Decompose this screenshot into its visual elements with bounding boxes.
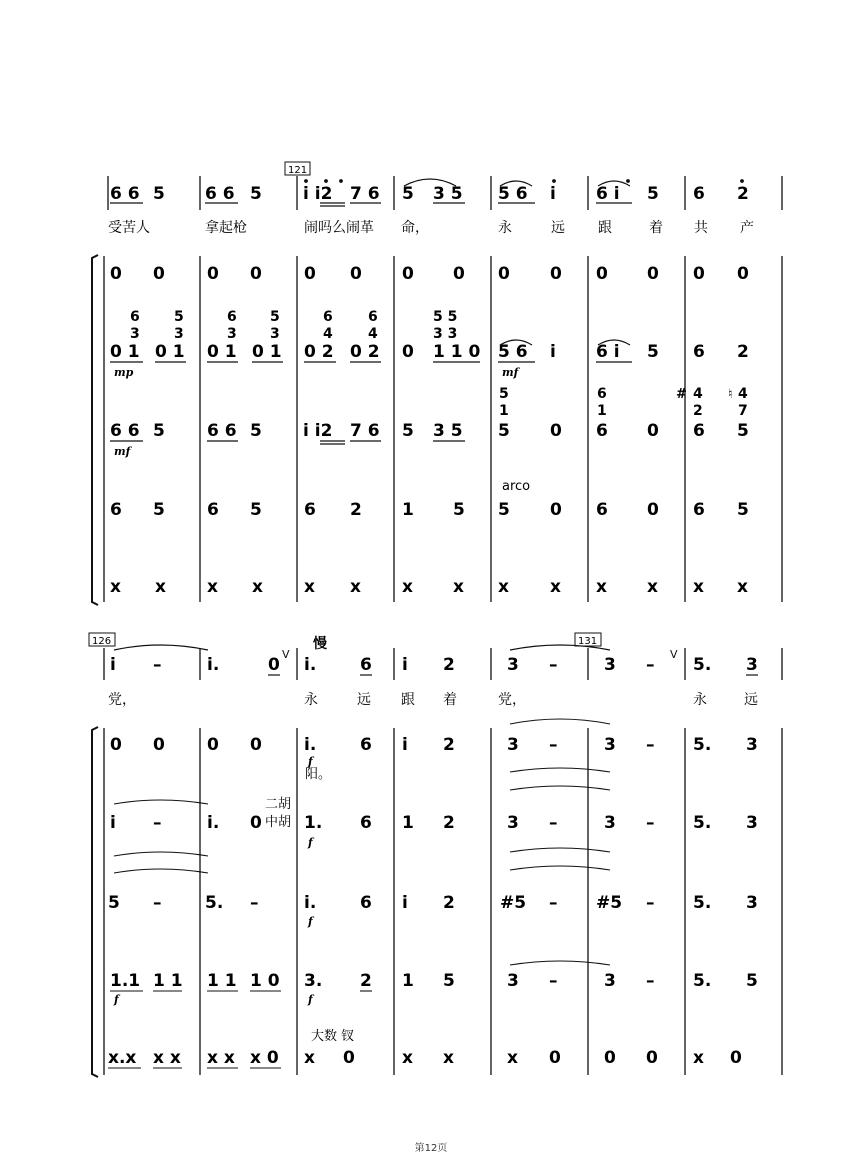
svg-text:x: x (498, 577, 509, 597)
svg-text:mf: mf (502, 366, 519, 379)
svg-text:f: f (308, 755, 313, 768)
svg-text:3: 3 (604, 971, 616, 991)
svg-text:2: 2 (443, 813, 455, 833)
svg-text:f: f (114, 993, 119, 1006)
svg-text:–: – (549, 735, 558, 755)
svg-text:x 0: x 0 (250, 1048, 279, 1068)
svg-text:i i2: i i2 (303, 421, 333, 441)
svg-text:远: 远 (357, 692, 371, 708)
svg-text:5: 5 (153, 500, 165, 520)
svg-text:5: 5 (737, 421, 749, 441)
svg-text:–: – (153, 655, 162, 675)
note: 5 (402, 184, 414, 204)
svg-text:i: i (402, 655, 408, 675)
svg-text:i.: i. (207, 655, 220, 675)
svg-text:2: 2 (443, 655, 455, 675)
svg-text:3: 3 (130, 326, 140, 342)
system-2 (89, 633, 782, 1077)
svg-text:5: 5 (499, 386, 509, 402)
svg-text:0: 0 (550, 264, 562, 284)
svg-text:0: 0 (402, 264, 414, 284)
svg-text:6: 6 (368, 309, 378, 325)
svg-text:0: 0 (498, 264, 510, 284)
svg-text:–: – (646, 813, 655, 833)
svg-text:3: 3 (174, 326, 184, 342)
svg-text:x: x (155, 577, 166, 597)
page-footer: 第12页 (414, 1143, 448, 1154)
svg-text:永: 永 (693, 692, 707, 708)
svg-text:6: 6 (323, 309, 333, 325)
rehearsal-mark: 131 (578, 636, 598, 647)
svg-text:4: 4 (693, 386, 703, 402)
svg-text:1: 1 (402, 500, 414, 520)
svg-text:0 2: 0 2 (304, 342, 334, 362)
svg-text:5.: 5. (693, 893, 712, 913)
chord-stacks (130, 309, 748, 419)
svg-text:0 1: 0 1 (207, 342, 237, 362)
svg-text:i.: i. (304, 893, 317, 913)
svg-text:5: 5 (647, 342, 659, 362)
svg-text:x: x (693, 1048, 704, 1068)
svg-text:2: 2 (737, 342, 749, 362)
svg-text:7: 7 (738, 403, 748, 419)
arco-marking: arco (502, 479, 531, 494)
svg-text:中胡: 中胡 (265, 815, 292, 830)
svg-text:mf: mf (114, 445, 131, 458)
svg-text:5.: 5. (205, 893, 224, 913)
svg-text:x x: x x (153, 1048, 181, 1068)
svg-text:0: 0 (647, 500, 659, 520)
svg-text:远: 远 (744, 692, 758, 708)
svg-text:3: 3 (507, 971, 519, 991)
system-bracket (92, 727, 98, 1077)
svg-text:0: 0 (453, 264, 465, 284)
svg-text:0: 0 (207, 264, 219, 284)
svg-text:6: 6 (110, 500, 122, 520)
svg-text:♮: ♮ (728, 387, 733, 402)
svg-text:6: 6 (227, 309, 237, 325)
svg-text:6: 6 (596, 421, 608, 441)
svg-text:0: 0 (550, 500, 562, 520)
svg-text:0: 0 (250, 264, 262, 284)
tempo-marking: 慢 (313, 636, 327, 652)
note: 6 6 (205, 184, 235, 204)
svg-text:6: 6 (304, 500, 316, 520)
svg-text:二胡: 二胡 (265, 797, 292, 812)
svg-text:0: 0 (646, 1048, 658, 1068)
note: 3 5 (433, 184, 463, 204)
svg-text:0 1: 0 1 (252, 342, 282, 362)
svg-text:6: 6 (207, 500, 219, 520)
svg-text:0: 0 (268, 655, 280, 675)
svg-text:党，: 党， (108, 692, 136, 708)
svg-text:x: x (252, 577, 263, 597)
svg-text:x: x (350, 577, 361, 597)
svg-text:6: 6 (360, 735, 372, 755)
note: 5 (153, 184, 165, 204)
svg-text:大数 钗: 大数 钗 (311, 1029, 355, 1044)
svg-text:0: 0 (549, 1048, 561, 1068)
svg-text:3 5: 3 5 (433, 421, 463, 441)
svg-text:6 i: 6 i (596, 342, 620, 362)
svg-text:3: 3 (746, 893, 758, 913)
svg-text:阳。: 阳。 (305, 767, 332, 782)
lyric: 远 (551, 220, 565, 236)
svg-text:0: 0 (153, 264, 165, 284)
svg-text:2: 2 (350, 500, 362, 520)
svg-text:x: x (507, 1048, 518, 1068)
svg-text:2: 2 (693, 403, 703, 419)
svg-text:1: 1 (402, 971, 414, 991)
svg-text:5: 5 (498, 421, 510, 441)
svg-text:3: 3 (227, 326, 237, 342)
svg-text:3.: 3. (304, 971, 323, 991)
svg-text:5: 5 (153, 421, 165, 441)
svg-text:i.: i. (304, 655, 317, 675)
rehearsal-mark: 121 (288, 165, 308, 176)
svg-text:2: 2 (360, 971, 372, 991)
svg-text:x x: x x (207, 1048, 235, 1068)
svg-text:#5: #5 (596, 893, 623, 913)
svg-text:–: – (549, 813, 558, 833)
svg-text:5: 5 (250, 500, 262, 520)
lyric: 永 (498, 220, 512, 236)
svg-text:5: 5 (402, 421, 414, 441)
svg-text:x: x (443, 1048, 454, 1068)
svg-text:x.x: x.x (108, 1048, 137, 1068)
svg-text:3: 3 (604, 655, 616, 675)
svg-text:跟: 跟 (401, 692, 415, 708)
svg-text:着: 着 (443, 692, 457, 708)
svg-text:3: 3 (604, 735, 616, 755)
svg-text:–: – (153, 813, 162, 833)
note: 6 6 (110, 184, 140, 204)
svg-text:5: 5 (498, 500, 510, 520)
svg-text:–: – (646, 655, 655, 675)
lyric: 共 (694, 220, 708, 236)
svg-text:5: 5 (174, 309, 184, 325)
svg-text:0 2: 0 2 (350, 342, 380, 362)
svg-text:0: 0 (304, 264, 316, 284)
svg-text:#5: #5 (500, 893, 527, 913)
note: i (550, 184, 556, 204)
svg-text:5.: 5. (693, 735, 712, 755)
svg-text:6: 6 (693, 500, 705, 520)
svg-text:4: 4 (738, 386, 748, 402)
svg-text:3: 3 (604, 813, 616, 833)
svg-text:0: 0 (110, 264, 122, 284)
svg-text:5: 5 (270, 309, 280, 325)
svg-text:0 1: 0 1 (110, 342, 140, 362)
note: 5 (250, 184, 262, 204)
svg-text:6: 6 (693, 342, 705, 362)
svg-text:6: 6 (360, 813, 372, 833)
svg-text:f: f (308, 993, 313, 1006)
svg-text:3: 3 (746, 735, 758, 755)
svg-text:5 6: 5 6 (498, 342, 528, 362)
svg-text:0: 0 (647, 264, 659, 284)
svg-text:0: 0 (550, 421, 562, 441)
svg-text:1: 1 (402, 813, 414, 833)
svg-text:V: V (670, 648, 678, 661)
svg-text:1 0: 1 0 (250, 971, 280, 991)
svg-text:x: x (304, 577, 315, 597)
dynamics (113, 755, 315, 1006)
note: 6 (693, 184, 705, 204)
svg-text:x: x (693, 577, 704, 597)
svg-text:–: – (549, 893, 558, 913)
svg-text:0: 0 (693, 264, 705, 284)
svg-text:x: x (402, 577, 413, 597)
svg-text:x: x (453, 577, 464, 597)
vocal-line (110, 655, 758, 675)
svg-text:3: 3 (270, 326, 280, 342)
svg-text:1 1: 1 1 (153, 971, 183, 991)
lyric: 拿起枪 (205, 220, 247, 236)
instrument-parts (110, 264, 749, 597)
svg-text:x: x (304, 1048, 315, 1068)
svg-text:V: V (282, 648, 290, 661)
svg-text:3: 3 (507, 655, 519, 675)
svg-text:6 6: 6 6 (207, 421, 237, 441)
svg-text:x: x (647, 577, 658, 597)
system-bracket (92, 255, 98, 605)
svg-text:1: 1 (499, 403, 509, 419)
svg-text:4: 4 (323, 326, 333, 342)
svg-text:1: 1 (597, 403, 607, 419)
lyrics-line (108, 691, 758, 708)
svg-text:i: i (110, 655, 116, 675)
svg-text:5.: 5. (693, 813, 712, 833)
svg-text:i: i (110, 813, 116, 833)
svg-text:x: x (596, 577, 607, 597)
svg-text:5: 5 (737, 500, 749, 520)
svg-text:3 3: 3 3 (433, 326, 458, 342)
svg-text:5: 5 (108, 893, 120, 913)
note: 2 (737, 184, 749, 204)
svg-text:2: 2 (443, 735, 455, 755)
svg-text:7 6: 7 6 (350, 421, 380, 441)
rehearsal-mark: 126 (92, 636, 112, 647)
svg-text:5: 5 (443, 971, 455, 991)
svg-text:5: 5 (250, 421, 262, 441)
svg-text:x: x (737, 577, 748, 597)
svg-text:6: 6 (130, 309, 140, 325)
note: 6 i (596, 184, 620, 204)
svg-text:1.1: 1.1 (110, 971, 141, 991)
svg-text:永: 永 (304, 692, 318, 708)
svg-text:2: 2 (443, 893, 455, 913)
note: 7 6 (350, 184, 380, 204)
svg-text:0: 0 (604, 1048, 616, 1068)
svg-text:0: 0 (110, 735, 122, 755)
svg-text:–: – (646, 971, 655, 991)
svg-text:–: – (646, 893, 655, 913)
svg-text:0: 0 (207, 735, 219, 755)
svg-text:3: 3 (746, 655, 758, 675)
svg-text:6: 6 (693, 421, 705, 441)
svg-text:6 6: 6 6 (110, 421, 140, 441)
svg-text:x: x (110, 577, 121, 597)
svg-text:6: 6 (596, 500, 608, 520)
svg-text:f: f (308, 915, 313, 928)
vocal-line (110, 184, 749, 204)
svg-text:6: 6 (597, 386, 607, 402)
svg-text:–: – (646, 735, 655, 755)
svg-text:mp: mp (114, 366, 134, 379)
lyric: 着 (649, 220, 663, 236)
svg-text:f: f (308, 836, 313, 849)
svg-text:0: 0 (250, 735, 262, 755)
svg-text:1 1: 1 1 (207, 971, 237, 991)
note: 5 (647, 184, 659, 204)
lyric: 产 (740, 220, 754, 236)
svg-text:0 1: 0 1 (155, 342, 185, 362)
svg-text:5: 5 (453, 500, 465, 520)
dynamics (114, 366, 521, 458)
lyric: 命， (401, 220, 429, 236)
svg-text:–: – (549, 971, 558, 991)
lyrics-line (108, 219, 754, 236)
svg-text:4: 4 (368, 326, 378, 342)
instrument-parts (108, 735, 758, 1068)
svg-text:3: 3 (746, 813, 758, 833)
svg-text:6: 6 (360, 893, 372, 913)
svg-text:0: 0 (343, 1048, 355, 1068)
svg-text:x: x (550, 577, 561, 597)
svg-text:5: 5 (746, 971, 758, 991)
svg-text:i.: i. (207, 813, 220, 833)
svg-text:5.: 5. (693, 655, 712, 675)
svg-text:0: 0 (402, 342, 414, 362)
svg-text:x: x (402, 1048, 413, 1068)
svg-text:–: – (250, 893, 259, 913)
svg-text:0: 0 (153, 735, 165, 755)
svg-text:0: 0 (350, 264, 362, 284)
system-1 (92, 162, 782, 605)
svg-text:党，: 党， (498, 692, 526, 708)
svg-text:0: 0 (250, 813, 262, 833)
svg-text:0: 0 (647, 421, 659, 441)
svg-text:3: 3 (507, 735, 519, 755)
svg-text:i.: i. (304, 735, 317, 755)
svg-text:1.: 1. (304, 813, 323, 833)
lyric: 跟 (598, 220, 612, 236)
svg-text:0: 0 (730, 1048, 742, 1068)
note: i i2 (303, 184, 333, 204)
svg-text:5.: 5. (693, 971, 712, 991)
svg-text:#: # (676, 387, 687, 402)
svg-text:3: 3 (507, 813, 519, 833)
svg-text:–: – (549, 655, 558, 675)
svg-text:6: 6 (360, 655, 372, 675)
svg-text:0: 0 (596, 264, 608, 284)
lyric: 闹吗么闹革 (304, 220, 374, 236)
svg-text:0: 0 (737, 264, 749, 284)
note: 5 6 (498, 184, 528, 204)
svg-text:x: x (207, 577, 218, 597)
lyric: 受苦人 (108, 220, 150, 236)
svg-text:1 1 0: 1 1 0 (433, 342, 481, 362)
svg-text:i: i (550, 342, 556, 362)
svg-text:i: i (402, 893, 408, 913)
svg-text:5 5: 5 5 (433, 309, 458, 325)
svg-text:–: – (153, 893, 162, 913)
svg-text:i: i (402, 735, 408, 755)
